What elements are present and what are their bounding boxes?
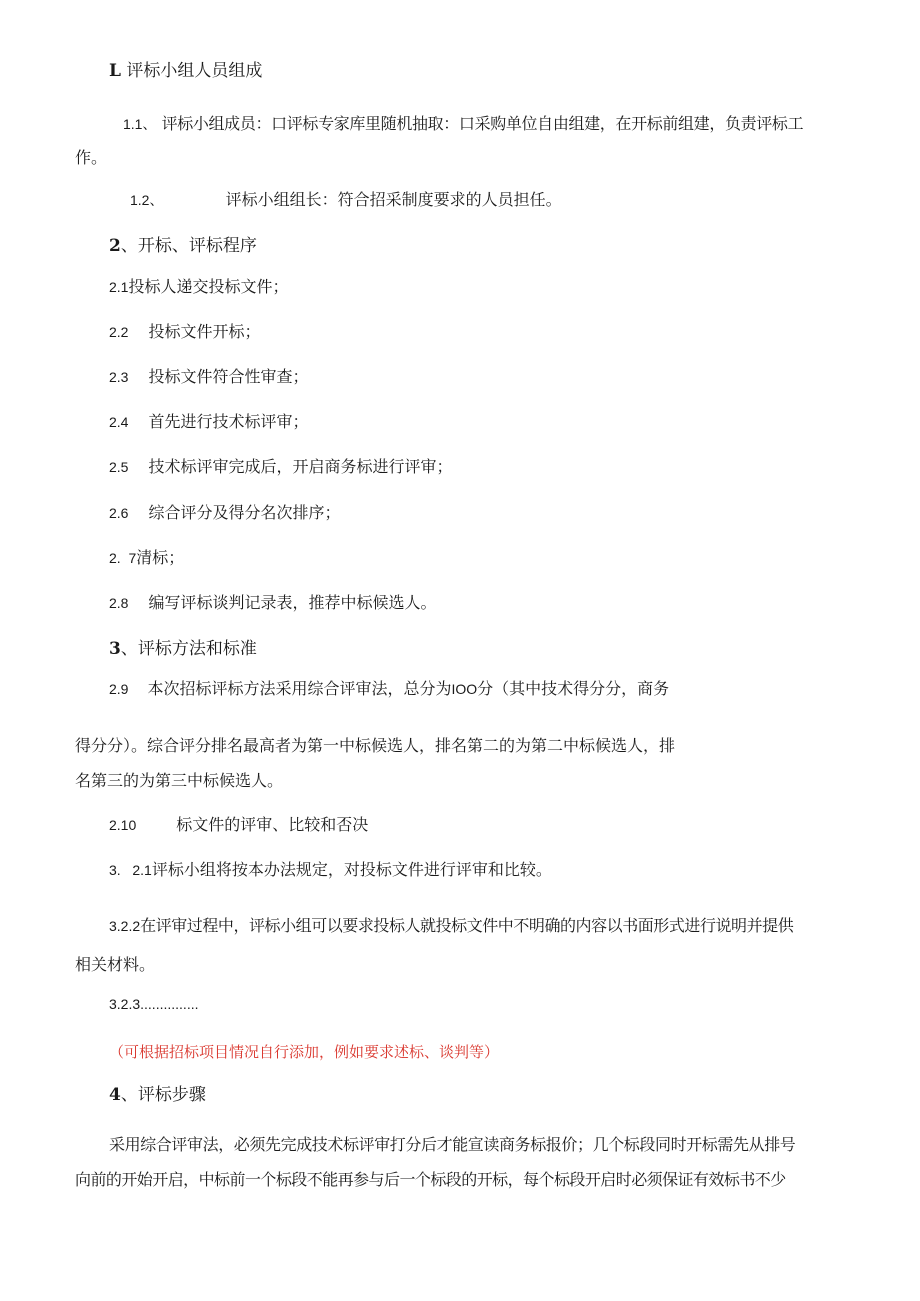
paragraph-3-2-2 [109, 915, 793, 937]
red-note: （可根据招标项目情况自行添加，例如要求述标、谈判等） [109, 1043, 500, 1061]
section-1-number: L [109, 61, 121, 81]
paragraph-2-9-text-end: 分（其中技术得分分，商务 [477, 679, 670, 698]
list-item-number: 2.4 [109, 414, 129, 430]
list-item-number: 2.1 [109, 279, 129, 295]
list-item-number: 2. 7 [109, 550, 137, 566]
paragraph-1-2 [130, 189, 562, 211]
list-item-text: 技术标评审完成后，开启商务标进行评审； [148, 457, 453, 476]
paragraph-2-9 [109, 678, 669, 700]
paragraph-2-10 [109, 814, 368, 836]
section-1-heading [109, 60, 262, 82]
section-1-title: 评标小组人员组成 [126, 61, 263, 81]
section-4-paragraph-line-1: 采用综合评审法，必须先完成技术标评审打分后才能宣读商务标报价；几个标段同时开标需先从排号 [109, 1135, 796, 1154]
paragraph-2-10-number: 2.10 [109, 817, 137, 833]
list-item-number: 2.8 [109, 595, 129, 611]
section-4-paragraph-line-2: 向前的开始开启，中标前一个标段不能再参与后一个标段的开标，每个标段开启时必须保证有效标书不少 [75, 1170, 786, 1189]
paragraph-3-2-2-number: 3.2.2 [109, 918, 141, 934]
list-item-text: 清标； [136, 548, 185, 567]
paragraph-3-2-3: 3.2.3............... [109, 996, 199, 1012]
paragraph-3-2-1 [109, 859, 552, 881]
paragraph-1-1 [123, 113, 803, 135]
paragraph-3-2-1-number: 3. 2.1 [109, 862, 152, 878]
section-2-number: 2 [109, 236, 121, 256]
section-2-title: 、开标、评标程序 [120, 236, 257, 256]
paragraph-2-9-score: IOO [451, 681, 478, 697]
list-item-number: 2.6 [109, 505, 129, 521]
paragraph-2-9-text: 本次招标评标方法采用综合评审法，总分为 [147, 679, 452, 698]
paragraph-2-10-text: 标文件的评审、比较和否决 [176, 815, 369, 834]
paragraph-3-2-1-text: 评标小组将按本办法规定，对投标文件进行评审和比较。 [151, 860, 552, 879]
list-item-text: 编写评标谈判记录表，推荐中标候选人。 [148, 593, 437, 612]
list-item-text: 综合评分及得分名次排序； [148, 503, 341, 522]
list-item-text: 投标文件开标； [148, 322, 261, 341]
list-item-2-6 [109, 502, 340, 524]
paragraph-1-1-continued: 作。 [75, 148, 108, 167]
section-4-title: 、评标步骤 [120, 1085, 206, 1105]
section-2-heading [109, 235, 257, 257]
section-4-number: 4 [109, 1085, 121, 1105]
section-3-heading [109, 638, 257, 660]
section-3-title: 、评标方法和标准 [120, 639, 257, 659]
paragraph-2-9-number: 2.9 [109, 681, 129, 697]
section-3-number: 3 [109, 639, 121, 659]
list-item-number: 2.2 [109, 324, 129, 340]
section-4-heading [109, 1084, 206, 1106]
list-item-text: 投标文件符合性审查； [148, 367, 309, 386]
paragraph-1-1-number: 1.1、 [123, 116, 157, 132]
list-item-2-5 [109, 456, 452, 478]
list-item-2-1 [109, 276, 288, 298]
paragraph-1-2-number: 1.2、 [130, 192, 164, 208]
paragraph-3-2-2-line-2: 相关材料。 [75, 955, 156, 974]
list-item-number: 2.3 [109, 369, 129, 385]
paragraph-2-9-line-3: 名第三的为第三中标候选人。 [75, 771, 284, 790]
list-item-text: 投标人递交投标文件； [128, 277, 289, 296]
paragraph-3-2-2-text: 在评审过程中，评标小组可以要求投标人就投标文件中不明确的内容以书面形式进行说明并提供 [140, 916, 794, 935]
list-item-number: 2.5 [109, 459, 129, 475]
list-item-2-3 [109, 366, 308, 388]
paragraph-1-2-text: 评标小组组长：符合招采制度要求的人员担任。 [225, 190, 562, 209]
list-item-2-7 [109, 547, 184, 569]
paragraph-1-1-text: 评标小组成员：口评标专家库里随机抽取：口采购单位自由组建，在开标前组建，负责评标工 [161, 114, 804, 133]
paragraph-2-9-line-2: 得分分）。综合评分排名最高者为第一中标候选人，排名第二的为第二中标候选人，排 [75, 736, 676, 755]
list-item-2-4 [109, 411, 308, 433]
list-item-2-8 [109, 592, 436, 614]
list-item-text: 首先进行技术标评审； [148, 412, 309, 431]
list-item-2-2 [109, 321, 260, 343]
